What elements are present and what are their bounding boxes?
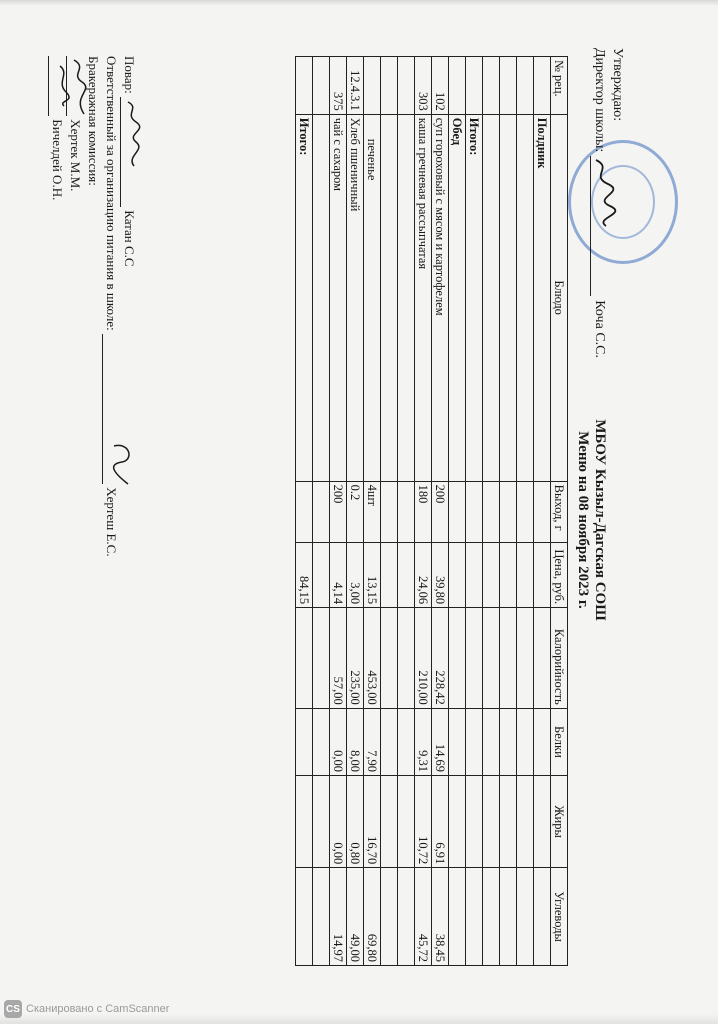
cell-calories: 228,42 bbox=[432, 608, 449, 709]
col-header-rec: № рец. bbox=[551, 57, 568, 115]
camscanner-watermark bbox=[4, 1000, 169, 1018]
cell-fat: 0,80 bbox=[347, 776, 364, 868]
menu-date: Меню на 08 ноября 2023 г. bbox=[575, 431, 591, 609]
col-header-fat: Жиры bbox=[551, 776, 568, 868]
commission-member-2: Бичелдей О.Н. bbox=[50, 119, 65, 201]
cell-output: 180 bbox=[415, 481, 432, 543]
cell-dish: каша гречневая рассыпчатая bbox=[415, 114, 432, 481]
table-row bbox=[415, 57, 432, 966]
camscanner-logo-icon: CS bbox=[4, 1000, 22, 1018]
document-title bbox=[574, 400, 608, 640]
table-row bbox=[330, 57, 347, 966]
table-row bbox=[364, 57, 381, 966]
responsible-label: Ответственный за организацию питания в школе: bbox=[104, 56, 119, 331]
table-header-row bbox=[551, 57, 568, 966]
cell-calories: 57,00 bbox=[330, 608, 347, 709]
cell-carbs: 45,72 bbox=[415, 868, 432, 966]
commission-label: Бракеражная комиссия: bbox=[86, 56, 101, 186]
commission-member-1-line bbox=[66, 56, 84, 557]
cell-calories: 210,00 bbox=[415, 608, 432, 709]
cell-carbs: 69,80 bbox=[364, 868, 381, 966]
cell-output: 0.2 bbox=[347, 481, 364, 543]
cell-fat: 6,91 bbox=[432, 776, 449, 868]
table-row bbox=[313, 57, 330, 966]
approved-label: Утверждаю: bbox=[610, 48, 625, 122]
cell-dish: чай с сахаром bbox=[330, 114, 347, 481]
cell-price: 3,00 bbox=[347, 543, 364, 608]
responsible-signature bbox=[108, 440, 136, 490]
table-row bbox=[517, 57, 534, 966]
cell-fat: 0,00 bbox=[330, 776, 347, 868]
cook-name: Катан С.С bbox=[122, 210, 137, 267]
cell-protein: 7,90 bbox=[364, 708, 381, 775]
cell-rec: 12.4.3.1 bbox=[347, 57, 364, 115]
cell-fat: 16,70 bbox=[364, 776, 381, 868]
cell-price: 4,14 bbox=[330, 543, 347, 608]
section-lunch: Обед bbox=[449, 114, 466, 481]
cell-output: 4шт bbox=[364, 481, 381, 543]
cell-rec bbox=[364, 57, 381, 115]
responsible-name: Хертеш Е.С. bbox=[104, 487, 119, 557]
cell-calories: 235,00 bbox=[347, 608, 364, 709]
cell-carbs: 14,97 bbox=[330, 868, 347, 966]
director-label: Директор школы: bbox=[592, 48, 607, 153]
cell-protein: 8,00 bbox=[347, 708, 364, 775]
cell-protein: 0,00 bbox=[330, 708, 347, 775]
cell-dish: суп гороховый с мясом и картофелем bbox=[432, 114, 449, 481]
director-line bbox=[590, 48, 608, 358]
cell-protein: 9,31 bbox=[415, 708, 432, 775]
table-row bbox=[296, 57, 313, 966]
director-signature-line bbox=[590, 156, 605, 296]
cell-fat: 10,72 bbox=[415, 776, 432, 868]
table-row bbox=[466, 57, 483, 966]
total-price: 84,15 bbox=[296, 543, 313, 608]
cell-output: 200 bbox=[432, 481, 449, 543]
commission-member-2-line bbox=[48, 56, 66, 557]
col-header-carbs: Углеводы bbox=[551, 868, 568, 966]
cell-output: 200 bbox=[330, 481, 347, 543]
total-label-afternoon: Итого: bbox=[466, 114, 483, 481]
cell-price: 39,80 bbox=[432, 543, 449, 608]
cell-calories: 453,00 bbox=[364, 608, 381, 709]
cook-signature bbox=[122, 100, 142, 170]
total-label-lunch: Итого: bbox=[296, 114, 313, 481]
table-row bbox=[398, 57, 415, 966]
cook-label: Повар: bbox=[122, 56, 137, 94]
col-header-price: Цена, руб. bbox=[551, 543, 568, 608]
member-2-signature bbox=[54, 64, 72, 108]
table-row bbox=[449, 57, 466, 966]
table-row bbox=[534, 57, 551, 966]
menu-table bbox=[295, 56, 568, 966]
cell-dish: печенье bbox=[364, 114, 381, 481]
table-row bbox=[347, 57, 364, 966]
col-header-dish: Блюдо bbox=[551, 114, 568, 481]
commission-member-1: Хертек М.М. bbox=[68, 119, 83, 192]
director-name: Коча С.С. bbox=[592, 300, 607, 358]
approval-block bbox=[590, 48, 626, 358]
cell-rec: 102 bbox=[432, 57, 449, 115]
table-row bbox=[483, 57, 500, 966]
table-row bbox=[381, 57, 398, 966]
cell-price: 24,06 bbox=[415, 543, 432, 608]
section-afternoon: Полдник bbox=[534, 114, 551, 481]
col-header-calories: Калорийность bbox=[551, 608, 568, 709]
table-row bbox=[432, 57, 449, 966]
col-header-protein: Белки bbox=[551, 708, 568, 775]
table-row bbox=[500, 57, 517, 966]
cell-protein: 14,69 bbox=[432, 708, 449, 775]
cell-rec: 303 bbox=[415, 57, 432, 115]
cell-carbs: 49,00 bbox=[347, 868, 364, 966]
cell-dish: Хлеб пшеничный bbox=[347, 114, 364, 481]
col-header-output: Выход, г bbox=[551, 481, 568, 543]
cell-rec: 375 bbox=[330, 57, 347, 115]
cell-price: 13,15 bbox=[364, 543, 381, 608]
camscanner-text: Сканировано с CamScanner bbox=[26, 1003, 170, 1015]
school-name: МБОУ Кызыл-Дагская СОШ bbox=[592, 419, 608, 621]
cell-carbs: 38,45 bbox=[432, 868, 449, 966]
